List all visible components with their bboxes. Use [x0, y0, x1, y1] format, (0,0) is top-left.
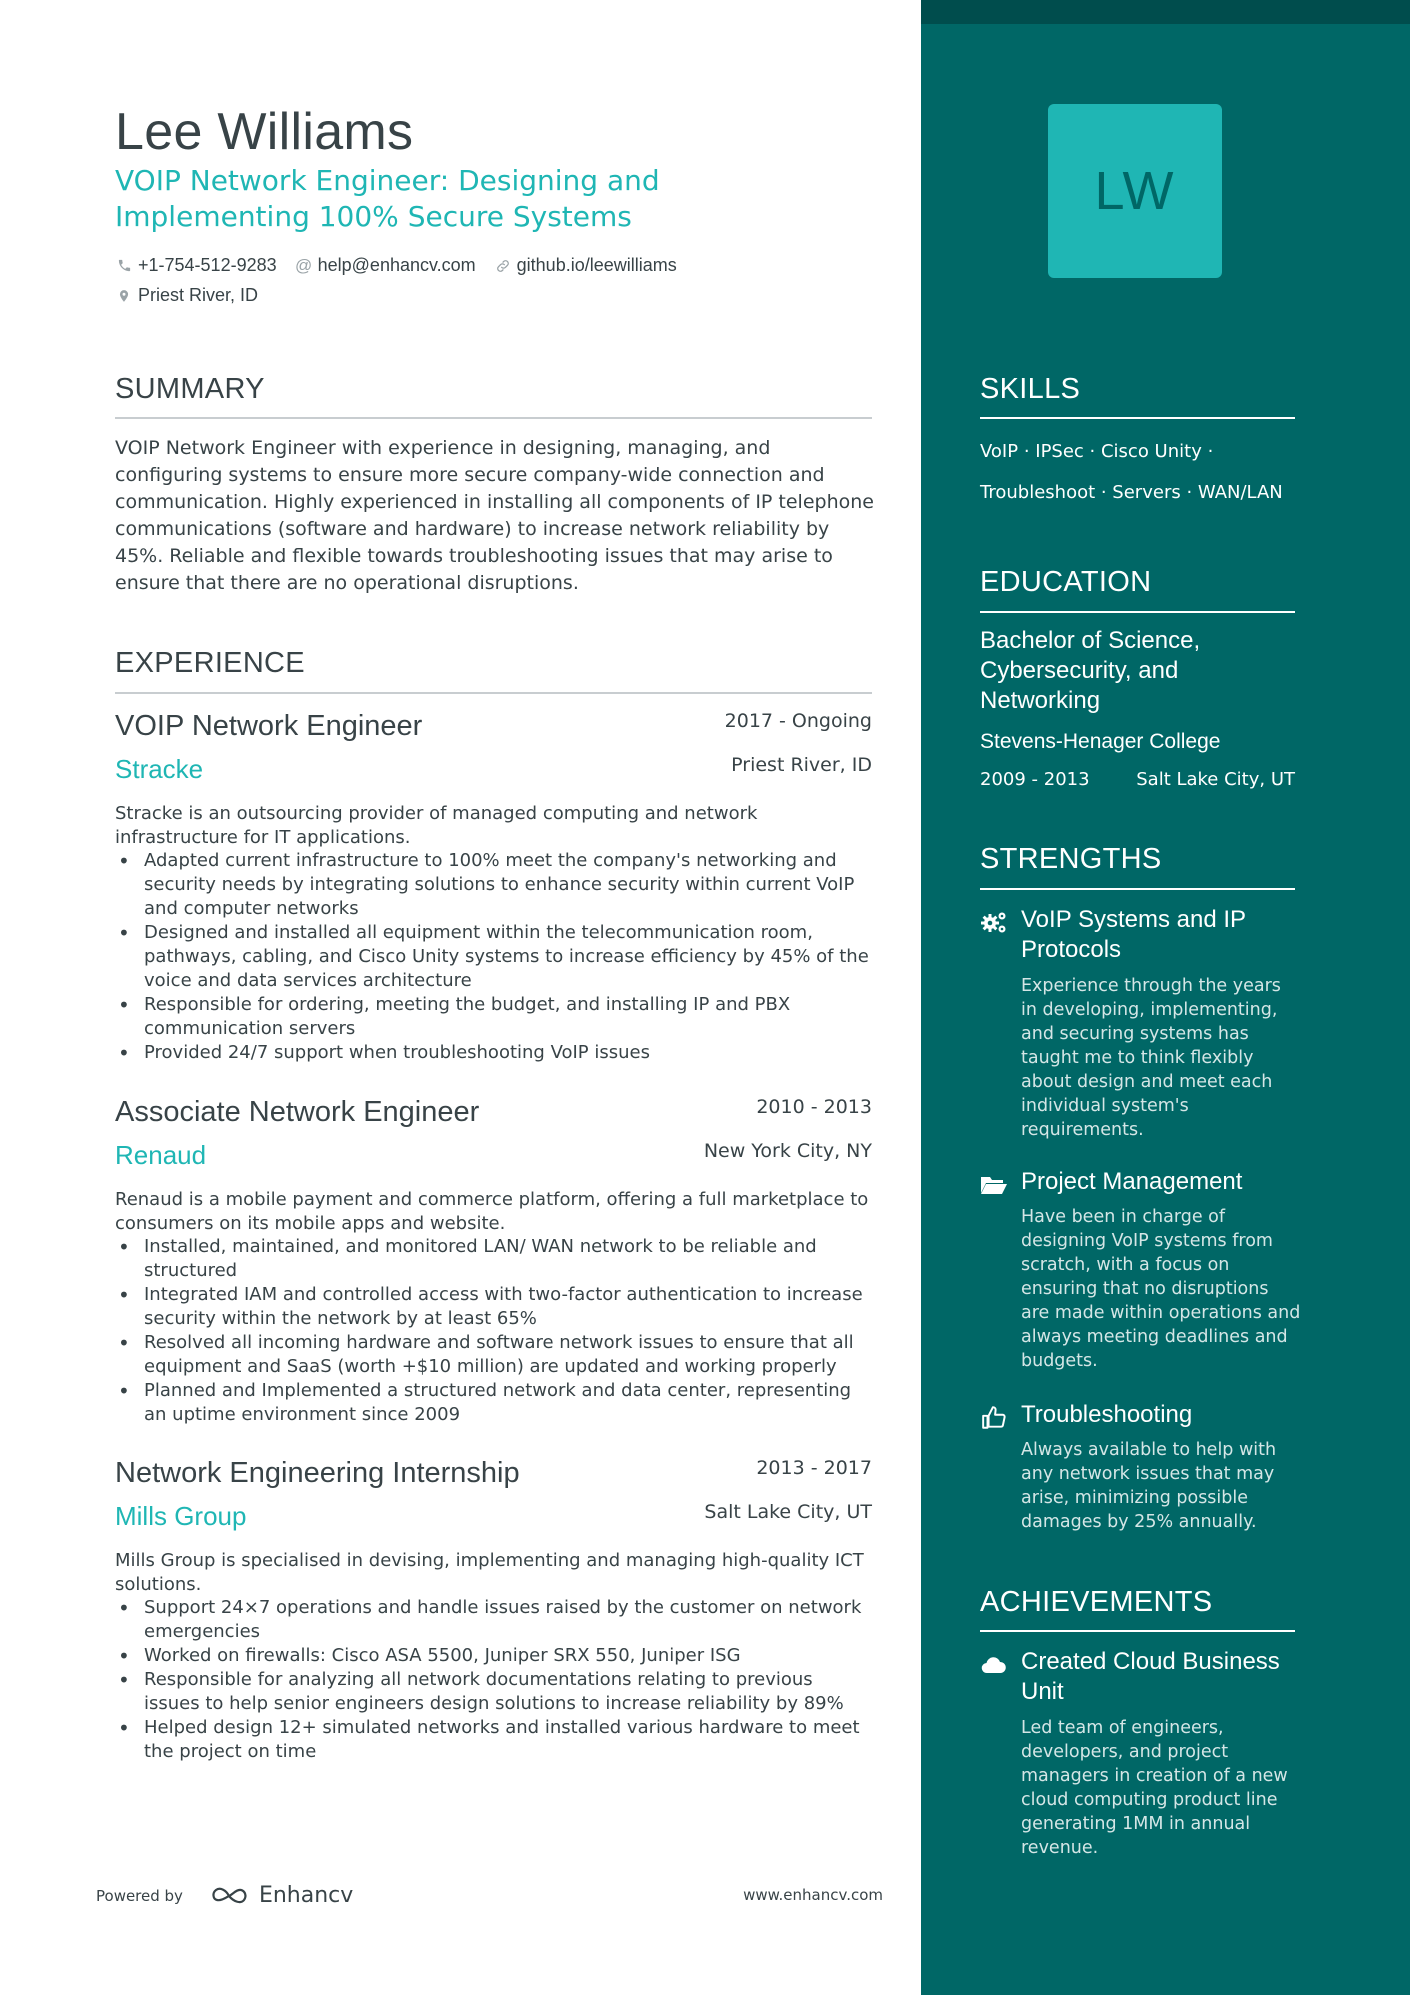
- thumbs-up-icon: [980, 1404, 1008, 1432]
- education-dates: 2009 - 2013: [980, 769, 1090, 790]
- powered-by-label: Powered by: [96, 1886, 183, 1905]
- candidate-title: VOIP Network Engineer: Designing and Implementing 100% Secure Systems: [115, 164, 660, 233]
- education-divider: [980, 611, 1295, 613]
- job-title: Associate Network Engineer: [115, 1096, 480, 1128]
- list-item: • Planned and Implemented a structured network and data center, representing an uptime environment since 2009: [115, 1379, 872, 1427]
- job-bullets: [115, 849, 872, 1065]
- sidebar: [921, 0, 1410, 1995]
- skills-heading: SKILLS: [980, 373, 1081, 405]
- education-degree: Bachelor of Science, Cybersecurity, and Networking: [980, 627, 1201, 714]
- job-location: New York City, NY: [703, 1140, 872, 1162]
- link-icon: [494, 257, 512, 275]
- achievement-title: Created Cloud Business Unit: [1021, 1648, 1280, 1705]
- email-text: help@enhancv.com: [317, 255, 476, 275]
- strength-title: VoIP Systems and IP Protocols: [1021, 906, 1246, 963]
- list-item: • Responsible for ordering, meeting the budget, and installing IP and PBX communication servers: [115, 993, 872, 1041]
- strength-description: Have been in charge of designing VoIP systems from scratch, with a focus on ensuring that no disruptions are made within operations and always meeting deadlines and budgets.: [1021, 1207, 1301, 1371]
- achievements-heading: ACHIEVEMENTS: [980, 1586, 1213, 1618]
- list-item: • Worked on firewalls: Cisco ASA 5500, Juniper SRX 550, Juniper ISG: [115, 1644, 872, 1668]
- strengths-heading: STRENGTHS: [980, 843, 1162, 875]
- contact-website[interactable]: [494, 255, 677, 276]
- sidebar-top-bar: [921, 0, 1410, 24]
- contact-row: [115, 255, 695, 276]
- footer-url[interactable]: www.enhancv.com: [743, 1886, 883, 1904]
- list-item: • Integrated IAM and controlled access with two-factor authentication to increase security within the network by at least 65%: [115, 1283, 872, 1331]
- achievements-divider: [980, 1630, 1295, 1632]
- job-bullets: [115, 1596, 872, 1764]
- experience-divider: [115, 692, 872, 694]
- experience-heading: EXPERIENCE: [115, 647, 305, 679]
- strength-description: Experience through the years in developing, implementing, and securing systems has taught me to think flexibly about design and meet each individual system's requirements.: [1021, 976, 1281, 1140]
- job-company: Mills Group: [115, 1501, 247, 1531]
- strengths-divider: [980, 888, 1295, 890]
- candidate-name: Lee Williams: [115, 103, 414, 161]
- job-description: Renaud is a mobile payment and commerce platform, offering a full marketplace to consumers on its mobile apps and website.: [115, 1189, 869, 1234]
- summary-text: VOIP Network Engineer with experience in designing, managing, and configuring systems to ensure more secure company-wide connection and communication. Highly experienced in installing all components of IP telephone communications (software and hardware) to increase network reliability by 45%. Reliable and flexible towards troubleshooting issues that may arise to ensure that there are no operational disruptions.: [115, 437, 874, 594]
- avatar: LW: [1048, 104, 1222, 278]
- gears-icon: [980, 909, 1008, 937]
- strength-description: Always available to help with any network issues that may arise, minimizing possible damages by 25% annually.: [1021, 1440, 1277, 1532]
- location-text: Priest River, ID: [138, 285, 259, 305]
- job-description: Mills Group is specialised in devising, implementing and managing high-quality ICT solutions.: [115, 1550, 864, 1595]
- education-heading: EDUCATION: [980, 566, 1152, 598]
- education-school: Stevens-Henager College: [980, 730, 1221, 753]
- strength-title: Troubleshooting: [1021, 1401, 1193, 1428]
- achievement-description: Led team of engineers, developers, and project managers in creation of a new cloud computing product line generating 1MM in annual revenue.: [1021, 1718, 1288, 1858]
- contact-phone[interactable]: [115, 255, 277, 276]
- list-item: • Provided 24/7 support when troubleshooting VoIP issues: [115, 1041, 872, 1065]
- education-location: Salt Lake City, UT: [1136, 769, 1295, 790]
- enhancv-logo-icon: [209, 1884, 255, 1908]
- job-location: Salt Lake City, UT: [704, 1501, 872, 1523]
- contact-location: [115, 285, 258, 306]
- list-item: • Helped design 12+ simulated networks and installed various hardware to meet the project on time: [115, 1716, 872, 1764]
- job-dates: 2013 - 2017: [756, 1457, 872, 1479]
- brand-text: Enhancv: [258, 1883, 354, 1908]
- job-company: Renaud: [115, 1140, 207, 1170]
- list-item: • Resolved all incoming hardware and software network issues to ensure that all equipment and SaaS (worth +$10 million) are updated and working properly: [115, 1331, 872, 1379]
- summary-heading: SUMMARY: [115, 373, 265, 405]
- job-title: Network Engineering Internship: [115, 1457, 520, 1489]
- location-row: [115, 285, 276, 306]
- skills-list: [980, 431, 1300, 513]
- map-pin-icon: [115, 287, 133, 305]
- list-item: • Designed and installed all equipment within the telecommunication room, pathways, cabling, and Cisco Unity systems to increase efficiency by 45% of the voice and data services architecture: [115, 921, 872, 993]
- phone-icon: [115, 257, 133, 275]
- enhancv-logo[interactable]: [209, 1883, 353, 1908]
- contact-email[interactable]: [295, 255, 476, 276]
- at-icon: @: [294, 255, 313, 275]
- list-item: • Adapted current infrastructure to 100% meet the company's networking and security needs by integrating solutions to enhance security within current VoIP and computer networks: [115, 849, 872, 921]
- footer-powered-by: [96, 1883, 353, 1908]
- phone-text: +1-754-512-9283: [138, 255, 277, 275]
- list-item: • Support 24×7 operations and handle issues raised by the customer on network emergencies: [115, 1596, 872, 1644]
- job-dates: 2017 - Ongoing: [724, 710, 872, 732]
- job-company: Stracke: [115, 754, 204, 784]
- job-bullets: [115, 1235, 872, 1427]
- job-description: Stracke is an outsourcing provider of managed computing and network infrastructure for IT applications.: [115, 803, 758, 848]
- cloud-icon: [980, 1651, 1008, 1679]
- job-title: VOIP Network Engineer: [115, 710, 423, 742]
- skills-divider: [980, 417, 1295, 419]
- skills-line: VoIP · IPSec · Cisco Unity ·: [980, 441, 1214, 462]
- website-text: github.io/leewilliams: [516, 255, 677, 275]
- list-item: • Responsible for analyzing all network documentations relating to previous issues to help senior engineers design solutions to increase reliability by 89%: [115, 1668, 872, 1716]
- job-location: Priest River, ID: [731, 754, 872, 776]
- job-dates: 2010 - 2013: [756, 1096, 872, 1118]
- summary-divider: [115, 417, 872, 419]
- folder-open-icon: [980, 1171, 1008, 1199]
- strength-title: Project Management: [1021, 1168, 1243, 1195]
- skills-line: Troubleshoot · Servers · WAN/LAN: [980, 482, 1283, 503]
- list-item: • Installed, maintained, and monitored LAN/ WAN network to be reliable and structured: [115, 1235, 872, 1283]
